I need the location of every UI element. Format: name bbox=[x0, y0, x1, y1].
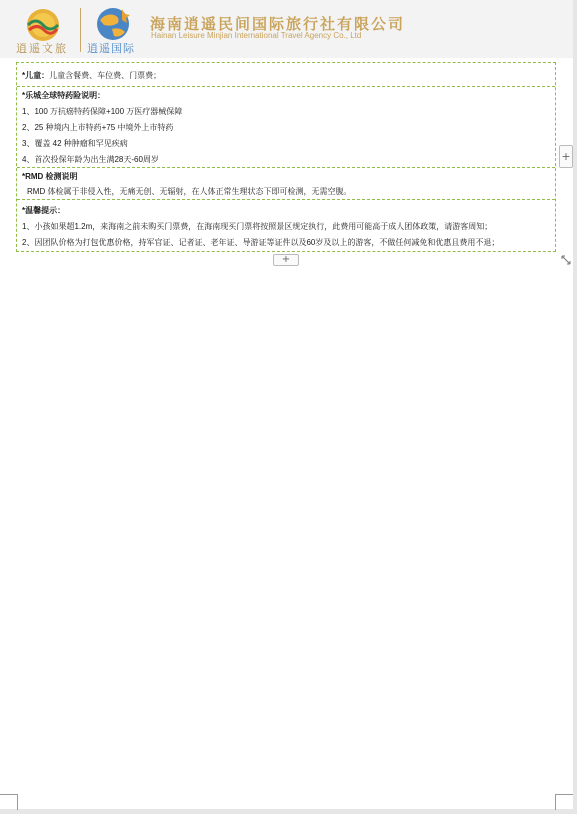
logo-left-text: 逍遥文旅 bbox=[16, 42, 68, 55]
drugs-item: 2、25 种境内上市特药+75 中境外上市特药 bbox=[22, 123, 174, 132]
page-corner-mark bbox=[555, 794, 573, 810]
company-name-cn: 海南逍遥民间国际旅行社有限公司 bbox=[150, 15, 406, 33]
children-text: 儿童含餐费、车位费、门票费； bbox=[49, 71, 162, 80]
logo-right-text: 逍遥国际 bbox=[87, 42, 135, 55]
page-corner-mark bbox=[0, 794, 18, 810]
drugs-row[interactable] bbox=[17, 87, 555, 168]
drugs-title: *乐城全球特药险说明： bbox=[22, 91, 106, 100]
children-row[interactable] bbox=[17, 63, 555, 87]
drugs-item: 4、首次投保年龄为出生满28天-60周岁 bbox=[22, 155, 159, 164]
tips-row[interactable] bbox=[17, 200, 555, 252]
add-row-button[interactable]: + bbox=[273, 254, 299, 266]
company-name-en: Hainan Leisure Minjian International Travel Agency Co., Ltd bbox=[151, 31, 362, 40]
drugs-item: 3、覆盖 42 种肿瘤和罕见疾病 bbox=[22, 139, 128, 148]
letterhead bbox=[0, 0, 573, 58]
children-line bbox=[22, 71, 161, 81]
tips-title: *温馨提示： bbox=[22, 206, 66, 215]
logo-divider bbox=[80, 8, 81, 52]
resize-handle-icon[interactable] bbox=[560, 254, 572, 266]
rmd-text: RMD 体检属于非侵入性，无痛无创、无辐射，在人体正常生理状态下即可检测，无需空腹。 bbox=[27, 187, 352, 196]
drugs-item: 1、100 万抗癌特药保障+100 万医疗器械保障 bbox=[22, 107, 183, 116]
children-label: *儿童： bbox=[22, 71, 50, 80]
tips-item: 1、小孩如果超1.2m，来海南之前未购买门票费，在海南现买门票将按照景区规定执行，此费用可能高于成人团体政策，请游客周知； bbox=[22, 222, 493, 231]
rmd-row[interactable] bbox=[17, 168, 555, 200]
add-column-button[interactable]: + bbox=[559, 145, 573, 168]
tips-item: 2、因团队价格为打包优惠价格，持军官证、记者证、老年证、导游证等证件以及60岁及以上的游客，不做任何减免和优惠且费用不退； bbox=[22, 238, 500, 247]
itinerary-notes-table[interactable] bbox=[16, 62, 556, 252]
rmd-title: *RMD 检测说明 bbox=[22, 172, 78, 181]
xiaoyao-international-globe-icon bbox=[92, 5, 134, 43]
